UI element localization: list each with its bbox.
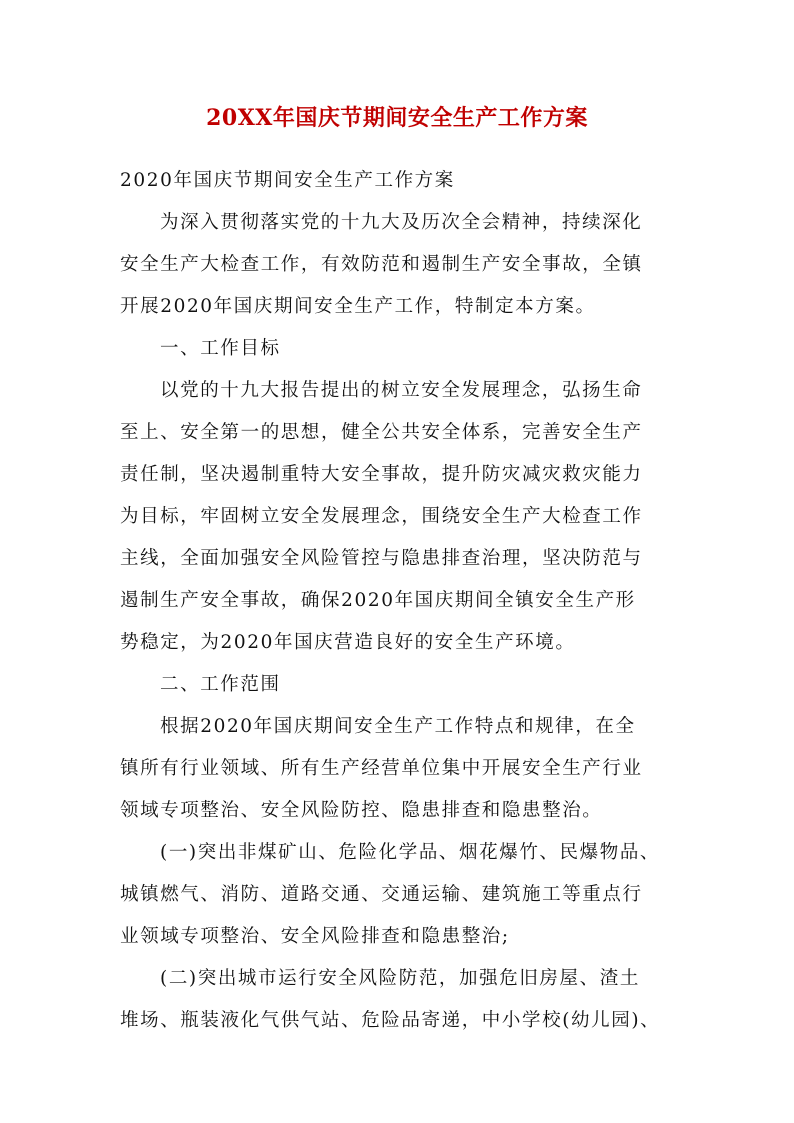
text-line: 开展2020年国庆期间安全生产工作，特制定本方案。 [120,296,596,317]
text-line: 一、工作目标 [160,338,281,359]
document-title: 20XX年国庆节期间安全生产工作方案 [206,105,588,131]
text-line: 至上、安全第一的思想，健全公共安全体系，完善安全生产 [120,422,643,443]
text-line: 领域专项整治、安全风险防控、隐患排查和隐患整治。 [120,800,603,821]
text-line: (一)突出非煤矿山、危险化学品、烟花爆竹、民爆物品、 [160,842,661,863]
text-line: 安全生产大检查工作，有效防范和遏制生产安全事故，全镇 [120,254,643,275]
text-line: 遏制生产安全事故，确保2020年国庆期间全镇安全生产形 [120,590,636,611]
text-line: (二)突出城市运行安全风险防范，加强危旧房屋、渣土 [160,968,640,989]
text-line: 镇所有行业领域、所有生产经营单位集中开展安全生产行业 [120,758,643,779]
text-line: 根据2020年国庆期间安全生产工作特点和规律，在全 [160,716,636,737]
text-line: 为目标，牢固树立安全发展理念，围绕安全生产大检查工作 [120,506,643,527]
text-line: 以党的十九大报告提出的树立安全发展理念，弘扬生命 [160,380,643,401]
text-line: 责任制，坚决遏制重特大安全事故，提升防灾减灾救灾能力 [120,464,643,485]
text-line: 主线，全面加强安全风险管控与隐患排查治理，坚决防范与 [120,548,643,569]
text-line: 2020年国庆节期间安全生产工作方案 [120,170,455,191]
document-body [120,160,680,1042]
text-line: 堆场、瓶装液化气供气站、危险品寄递，中小学校(幼儿园)、 [120,1010,661,1031]
text-line: 业领域专项整治、安全风险排查和隐患整治; [120,926,510,947]
text-line: 为深入贯彻落实党的十九大及历次全会精神，持续深化 [160,212,643,233]
text-line: 势稳定，为2020年国庆营造良好的安全生产环境。 [120,632,576,653]
text-line: 二、工作范围 [160,674,281,695]
text-line: 城镇燃气、消防、道路交通、交通运输、建筑施工等重点行 [120,884,643,905]
